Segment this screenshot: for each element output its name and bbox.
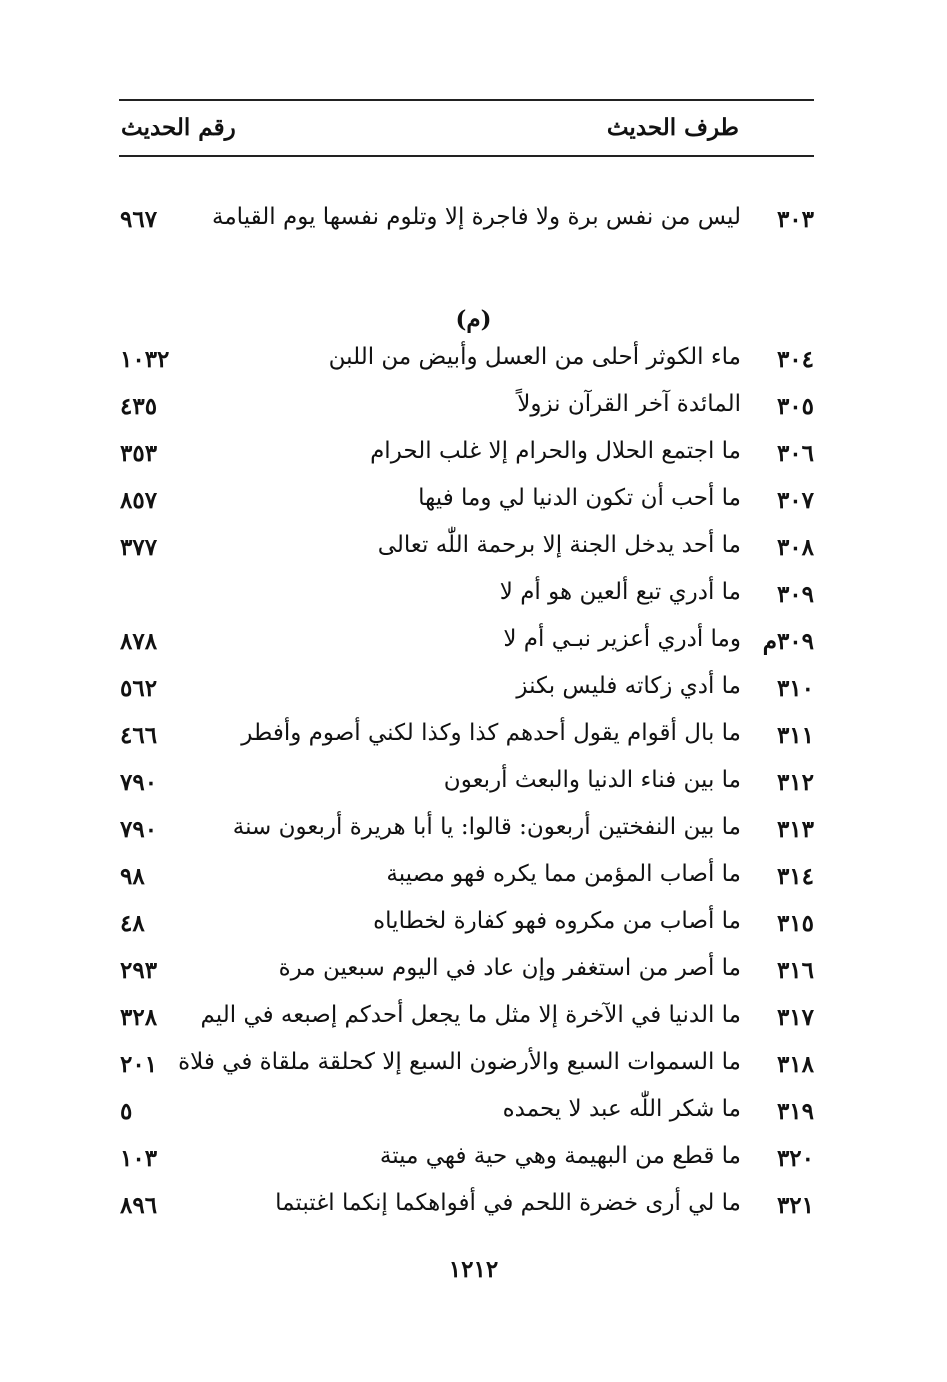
entry-reference: ٥٦٢ — [120, 675, 158, 702]
index-row — [0, 1045, 947, 1089]
index-row — [0, 528, 947, 572]
entry-reference: ٨٧٨ — [120, 628, 158, 655]
index-row — [0, 200, 947, 244]
entry-number: ٣١١ — [776, 722, 814, 749]
index-row — [0, 1186, 947, 1230]
entry-reference: ٢٠١ — [120, 1051, 158, 1078]
entry-number: ٣١٨ — [776, 1051, 814, 1078]
entry-reference: ٧٩٠ — [120, 816, 158, 843]
index-row — [0, 810, 947, 854]
entry-text: ليس من نفس برة ولا فاجرة إلا وتلوم نفسها يوم القيامة — [212, 204, 741, 230]
entry-reference: ٥ — [120, 1098, 133, 1125]
index-row — [0, 387, 947, 431]
entry-number: ٣٠٤ — [776, 346, 814, 373]
entry-text: ما اجتمع الحلال والحرام إلا غلب الحرام — [370, 438, 741, 464]
index-row — [0, 434, 947, 478]
entry-reference: ٤٨ — [120, 910, 145, 937]
index-row — [0, 575, 947, 619]
entry-text: وما أدري أعزير نبـي أم لا — [503, 626, 741, 652]
index-row — [0, 716, 947, 760]
entry-number: ٣١٤ — [776, 863, 814, 890]
section-letter-heading: (م) — [455, 306, 492, 333]
entry-text: ما قطع من البهيمة وهي حية فهي ميتة — [379, 1143, 741, 1169]
entry-number: ٣٠٨ — [776, 534, 814, 561]
entry-text: ما لي أرى خضرة اللحم في أفواهكما إنكما اغتبتما — [275, 1190, 741, 1216]
entry-number: ٣٠٣ — [776, 206, 814, 233]
index-row — [0, 951, 947, 995]
entry-reference: ١٠٣٢ — [120, 346, 170, 373]
index-row — [0, 481, 947, 525]
entry-reference: ٧٩٠ — [120, 769, 158, 796]
index-row — [0, 763, 947, 807]
entry-reference: ٣٢٨ — [120, 1004, 158, 1031]
entry-number: ٣٠٩ — [776, 581, 814, 608]
index-row — [0, 998, 947, 1042]
column-header-hadith-text: طرف الحديث — [606, 114, 739, 141]
entry-number: ٣٢٠ — [776, 1145, 814, 1172]
entry-reference: ٣٥٣ — [120, 440, 158, 467]
entry-reference: ٨٩٦ — [120, 1192, 158, 1219]
entry-text: ما أحد يدخل الجنة إلا برحمة اللّٰه تعالى — [377, 532, 741, 558]
entry-number: ٣٠٩م — [762, 628, 814, 655]
entry-number: ٣٢١ — [776, 1192, 814, 1219]
entry-text: ما أدري تبع ألعين هو أم لا — [499, 579, 741, 605]
column-header-hadith-number: رقم الحديث — [121, 114, 236, 141]
entry-text: ما أصاب من مكروه فهو كفارة لخطاياه — [373, 908, 741, 934]
entry-text: ما أحب أن تكون الدنيا لي وما فيها — [418, 485, 741, 511]
entry-reference: ١٠٣ — [120, 1145, 158, 1172]
entry-number: ٣١٢ — [776, 769, 814, 796]
header-rule — [119, 155, 814, 157]
entry-text: ما أدي زكاته فليس بكنز — [516, 673, 741, 699]
entry-text: المائدة آخر القرآن نزولاً — [517, 391, 741, 417]
entry-reference: ٩٦٧ — [120, 206, 158, 233]
entry-text: ما أصر من استغفر وإن عاد في اليوم سبعين مرة — [278, 955, 741, 981]
index-row — [0, 669, 947, 713]
entry-text: ما بال أقوام يقول أحدهم كذا وكذا لكني أصوم وأفطر — [241, 720, 741, 746]
page-number: ١٢١٢ — [448, 1256, 499, 1283]
index-row — [0, 622, 947, 666]
entry-number: ٣١٧ — [776, 1004, 814, 1031]
entry-reference: ٤٣٥ — [120, 393, 158, 420]
entry-number: ٣٠٧ — [776, 487, 814, 514]
top-rule — [119, 99, 814, 101]
entry-number: ٣١٦ — [776, 957, 814, 984]
index-row — [0, 904, 947, 948]
entry-text: ماء الكوثر أحلى من العسل وأبيض من اللبن — [328, 344, 741, 370]
index-row — [0, 857, 947, 901]
entry-number: ٣١٣ — [776, 816, 814, 843]
entry-number: ٣١٠ — [776, 675, 814, 702]
entry-reference: ٣٧٧ — [120, 534, 158, 561]
entry-text: ما بين النفختين أربعون: قالوا: يا أبا هريرة أربعون سنة — [232, 814, 741, 840]
entry-number: ٣٠٥ — [776, 393, 814, 420]
entry-reference: ٩٨ — [120, 863, 145, 890]
entry-reference: ٢٩٣ — [120, 957, 158, 984]
entry-number: ٣١٩ — [776, 1098, 814, 1125]
entry-reference: ٨٥٧ — [120, 487, 158, 514]
entry-number: ٣٠٦ — [776, 440, 814, 467]
entry-text: ما بين فناء الدنيا والبعث أربعون — [443, 767, 741, 793]
entry-text: ما شكر اللّٰه عبد لا يحمده — [502, 1096, 741, 1122]
index-row — [0, 1139, 947, 1183]
index-row — [0, 1092, 947, 1136]
entry-text: ما أصاب المؤمن مما يكره فهو مصيبة — [386, 861, 741, 887]
index-row — [0, 340, 947, 384]
entry-text: ما السموات السبع والأرضون السبع إلا كحلقة ملقاة في فلاة — [178, 1049, 741, 1075]
entry-number: ٣١٥ — [776, 910, 814, 937]
entry-reference: ٤٦٦ — [120, 722, 158, 749]
entry-text: ما الدنيا في الآخرة إلا مثل ما يجعل أحدكم إصبعه في اليم — [200, 1002, 741, 1028]
